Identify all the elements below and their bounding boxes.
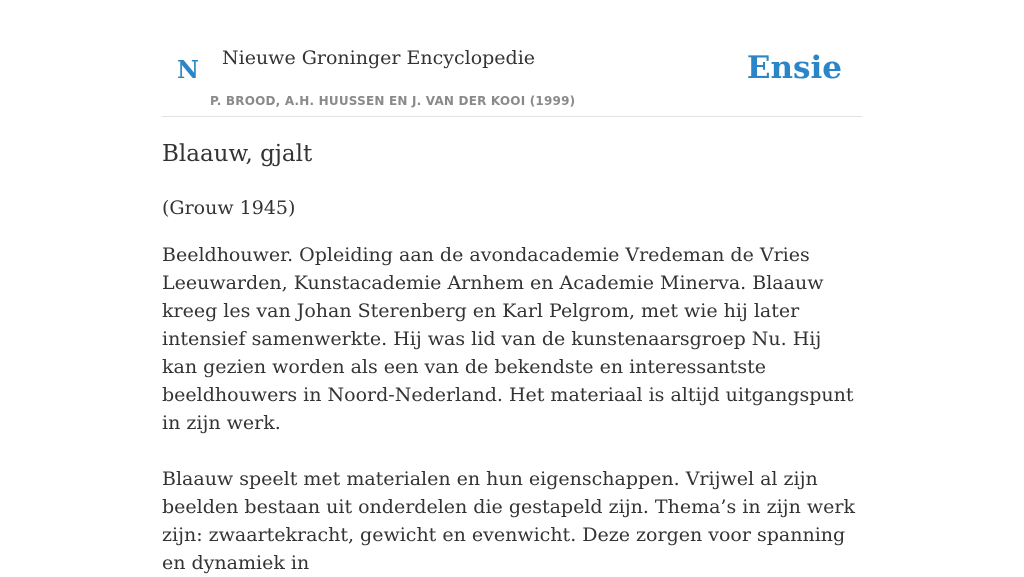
article-title: Blaauw, gjalt — [162, 141, 313, 167]
source-header — [162, 0, 862, 117]
article-subtitle: (Grouw 1945) — [162, 197, 296, 219]
publication-logo[interactable]: N — [177, 55, 199, 84]
ensie-logo-link[interactable]: Ensie — [746, 50, 842, 86]
article-body — [162, 137, 862, 577]
article-paragraph: Beeldhouwer. Opleiding aan de avondacademie Vredeman de Vries Leeuwarden, Kunstacademie Arnhem en Academie Minerva. Blaauw kreeg les van Johan Sterenberg en Karl Pelgrom, met wie hij later intensief samenwerkte. Hij was lid van de kunstenaarsgroep Nu. Hij kan gezien worden als een van de bekendste en interessantste beeldhouwers in Noord-Nederland. Het materiaal is altijd uitgangspunt in zijn werk. — [162, 244, 854, 434]
publication-title-link[interactable]: Nieuwe Groninger Encyclopedie — [222, 47, 536, 69]
article-paragraph: Blaauw speelt met materialen en hun eigenschappen. Vrijwel al zijn beelden bestaan uit onderdelen die gestapeld zijn. Thema’s in zijn werk zijn: zwaartekracht, gewicht en evenwicht. Deze zorgen voor spanning en dynamiek in — [162, 468, 855, 574]
publication-authors: P. BROOD, A.H. HUUSSEN EN J. VAN DER KOOI (1999) — [210, 94, 576, 108]
